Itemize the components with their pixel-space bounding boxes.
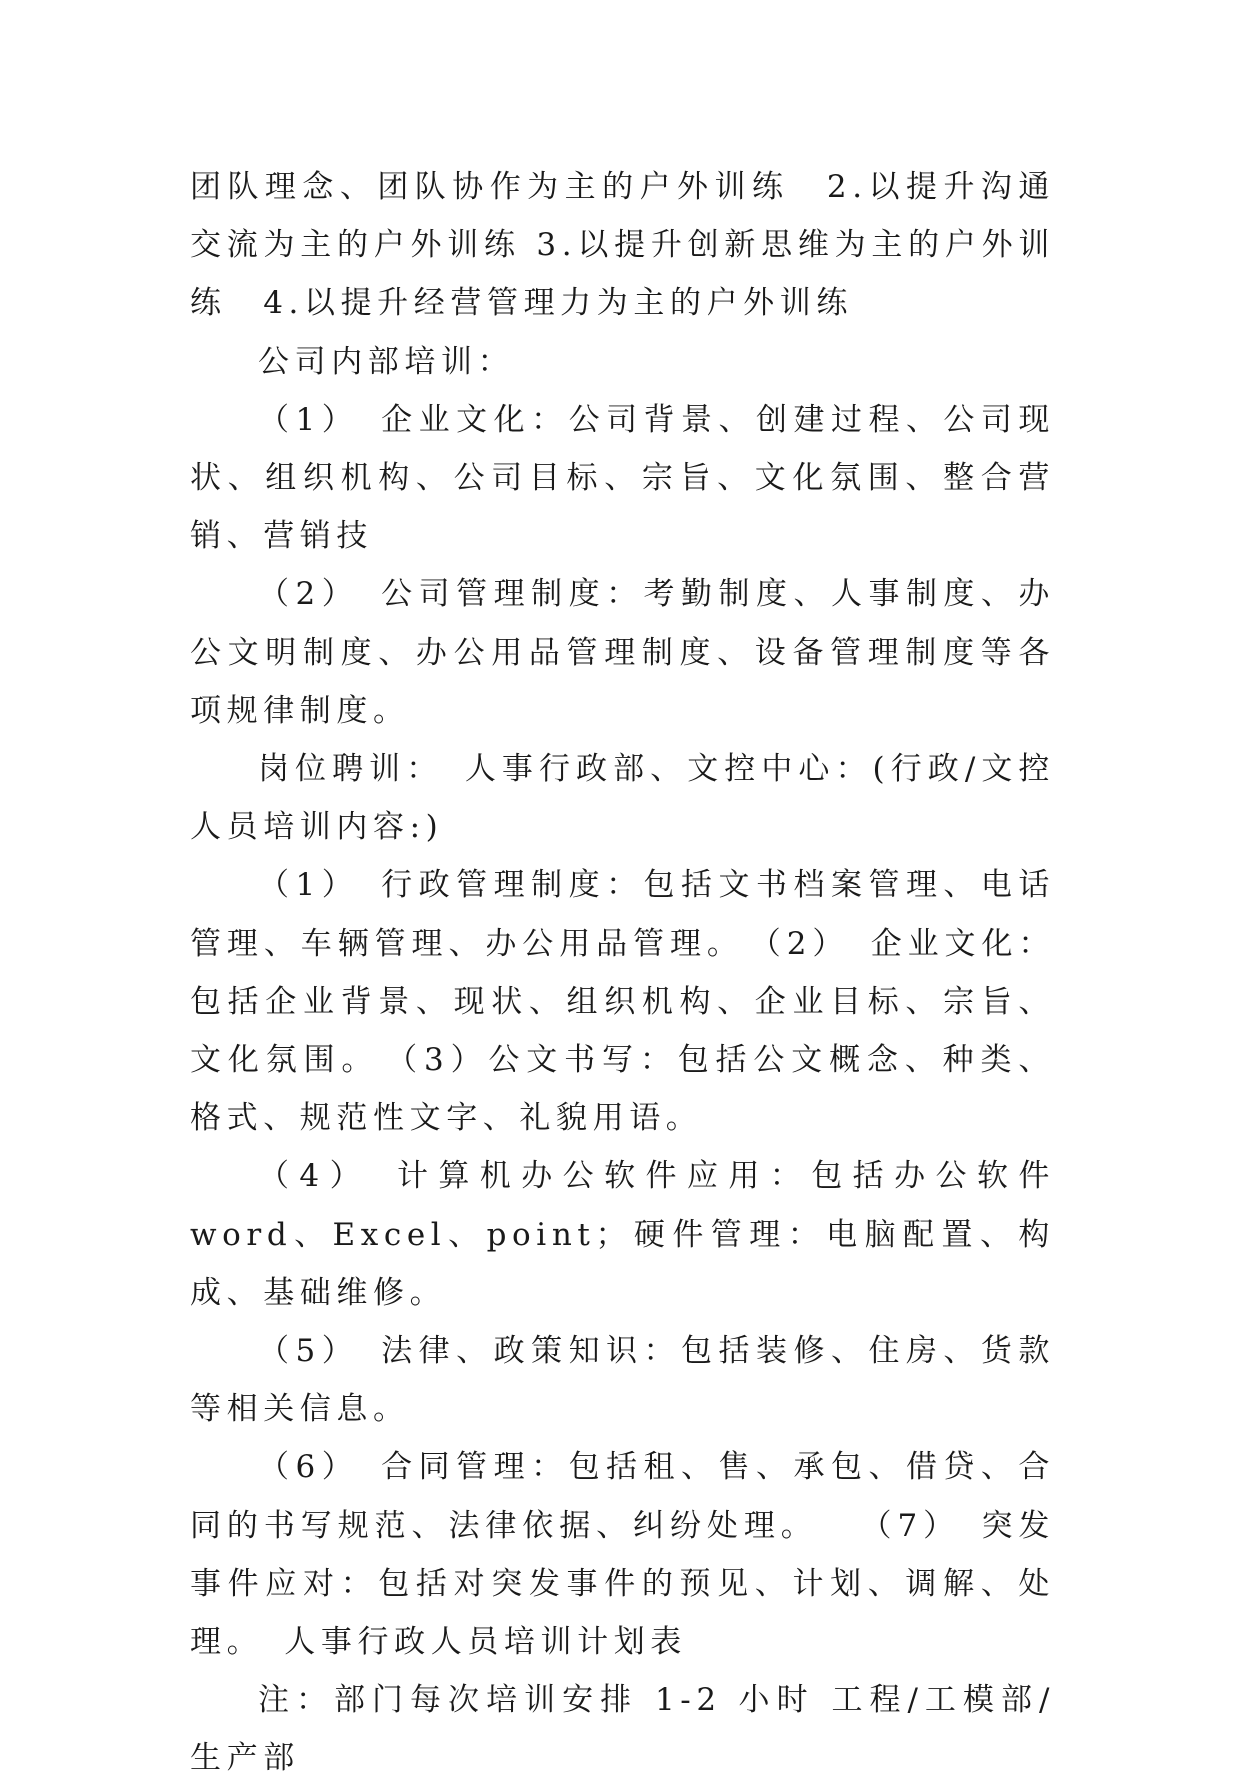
paragraph-note: 注：部门每次培训安排 1-2 小时 工程/工模部/生产部: [190, 1682, 1055, 1777]
paragraph-management-system: （2） 公司管理制度：考勤制度、人事制度、办公文明制度、办公用品管理制度、设备管理制度等各项规律制度。: [190, 576, 1055, 729]
paragraph-computer-software: （4） 计算机办公软件应用：包括办公软件word、Excel、point；硬件管理：电脑配置、构成、基础维修。: [190, 1158, 1055, 1311]
paragraph-corporate-culture: （1） 企业文化：公司背景、创建过程、公司现状、组织机构、公司目标、宗旨、文化氛围、整合营销、营销技: [190, 401, 1055, 555]
paragraph-admin-items-1-3: （1） 行政管理制度：包括文书档案管理、电话管理、车辆管理、办公用品管理。 （2） 企业文化：包括企业背景、现状、组织机构、企业目标、宗旨、文化氛围。 （3）公文书写：包括公文概念、种类、格式、规范性文字、礼貌用语。: [190, 867, 1055, 1137]
paragraph-outdoor-training: 团队理念、团队协作为主的户外训练 2.以提升沟通交流为主的户外训练 3.以提升创新思维为主的户外训练 4.以提升经营管理力为主的户外训练: [190, 169, 1055, 322]
paragraph-job-training: 岗位聘训： 人事行政部、文控中心：(行政/文控人员培训内容:): [190, 751, 1055, 846]
paragraph-internal-training-heading: 公司内部培训：: [258, 343, 515, 380]
paragraph-contract-management: （6） 合同管理：包括租、售、承包、借贷、合同的书写规范、法律依据、纠纷处理。 （7） 突发事件应对：包括对突发事件的预见、计划、调解、处理。 人事行政人员培训计划表: [190, 1449, 1055, 1661]
paragraph-law-policy: （5） 法律、政策知识：包括装修、住房、货款等相关信息。: [190, 1333, 1055, 1428]
document-page: [190, 158, 1055, 1788]
